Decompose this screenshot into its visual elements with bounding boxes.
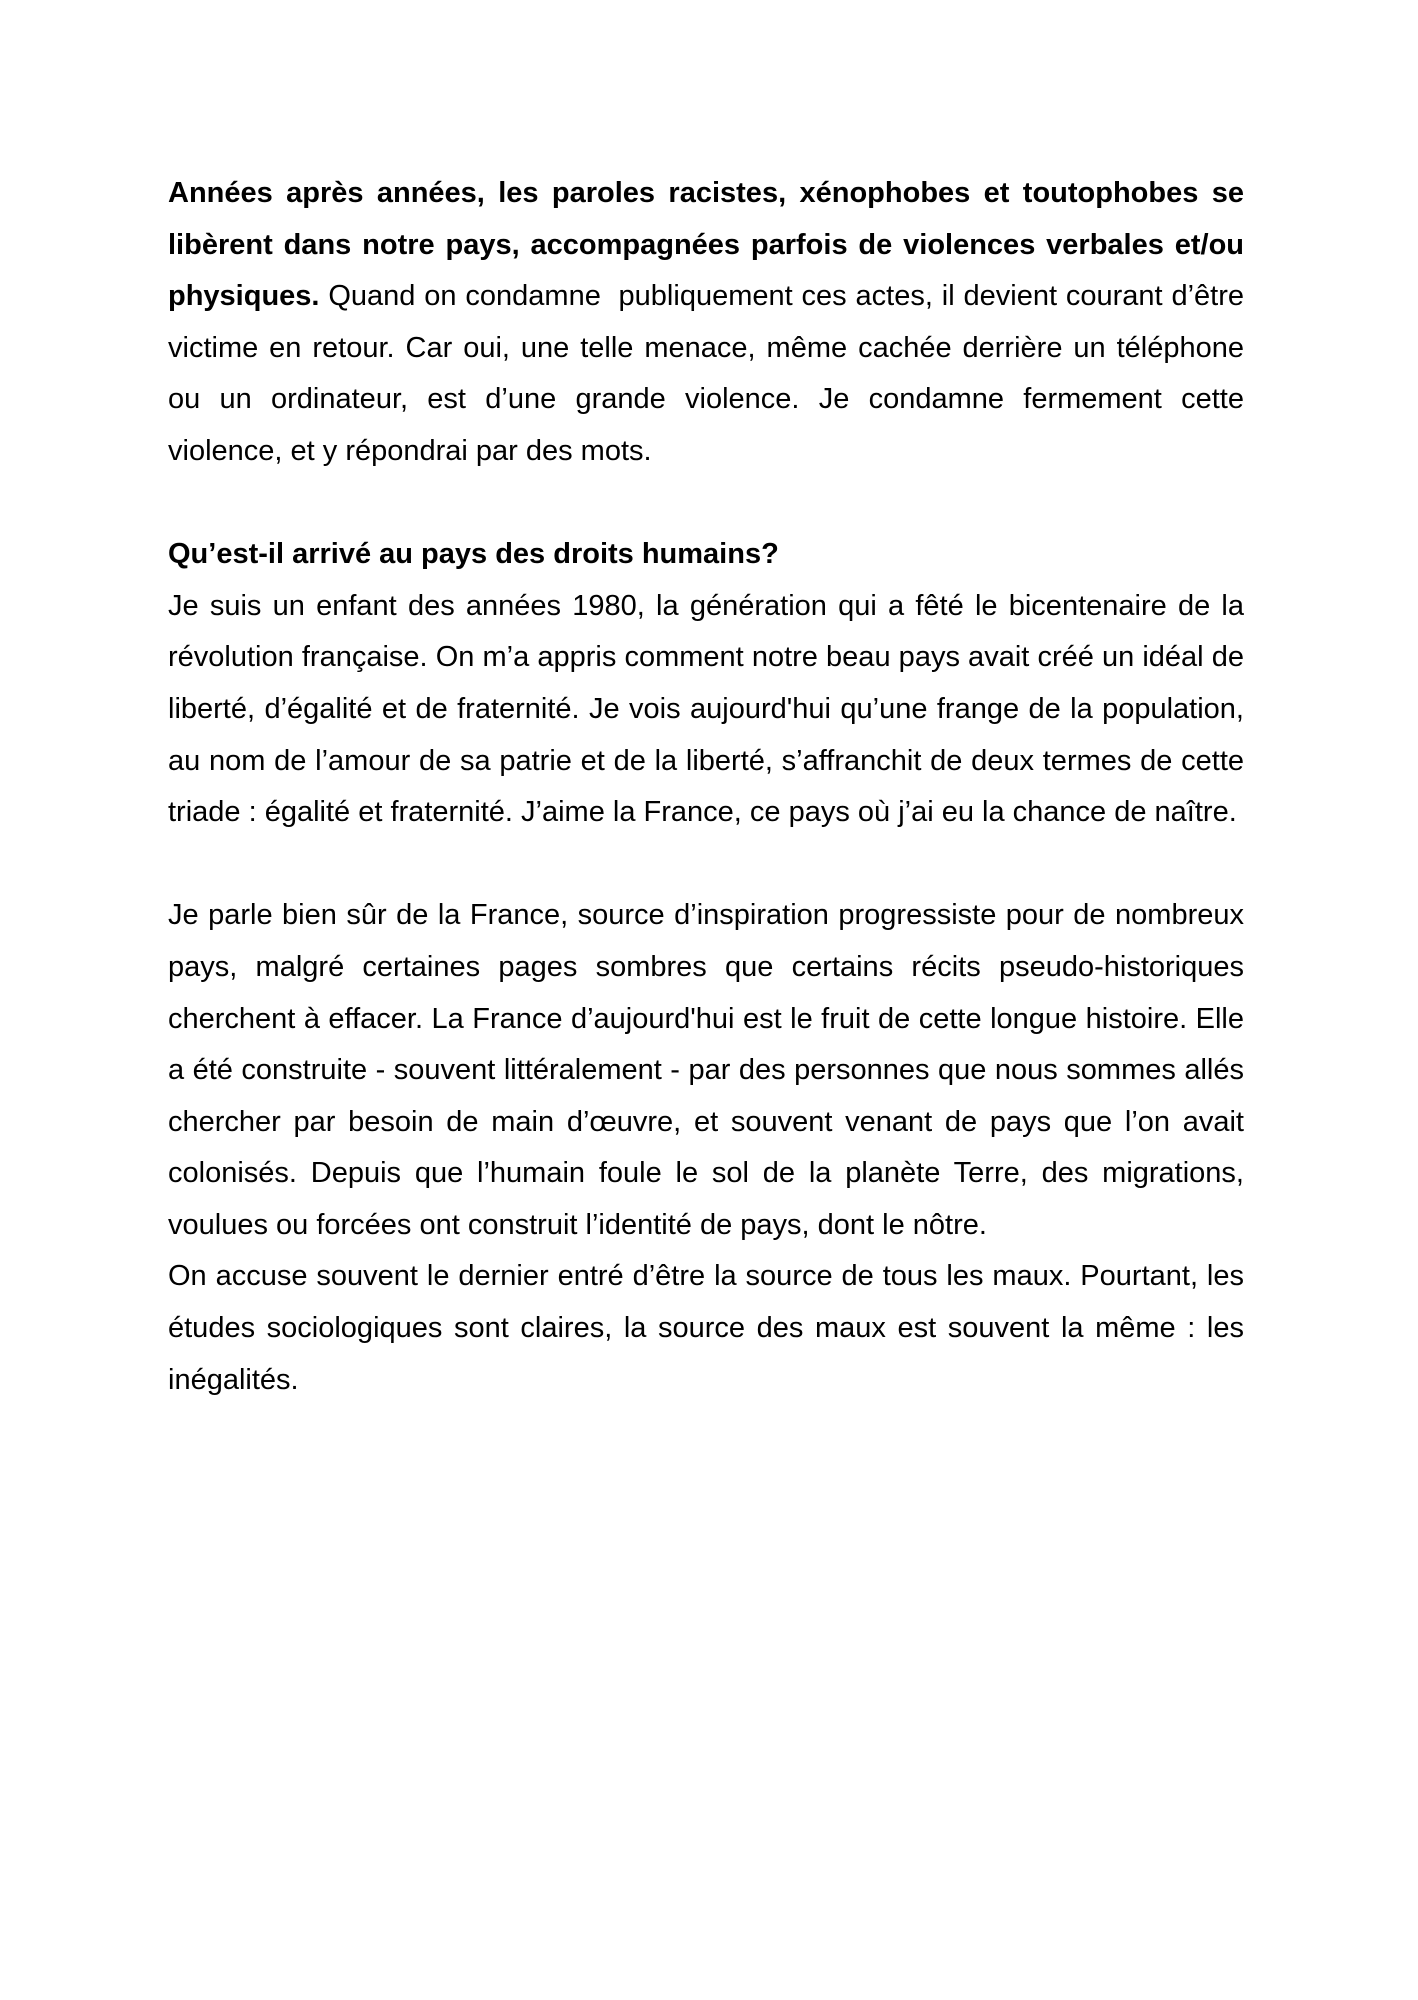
paragraph-generation: Je suis un enfant des années 1980, la génération qui a fêté le bicentenaire de la révolution française. On m’a appris comment notre beau pays avait créé un idéal de liberté, d’égalité et de fraternité. Je vois aujourd'hui qu’une frange de la population, au nom de l’amour de sa patrie et de la liberté, s’affranchit de deux termes de cette triade : égalité et fraternité. J’aime la France, ce pays où j’ai eu la chance de naître. <box>168 589 1253 829</box>
intro-bold-text: Années après années, les paroles racistes, xénophobes et toutophobes se libèrent dans notre pays, accompagnées parfois de violences verbales et/ou physiques. <box>168 177 1253 313</box>
paragraph-inequalities: On accuse souvent le dernier entré d’être la source de tous les maux. Pourtant, les études sociologiques sont claires, la source des maux est souvent la même : les inégalités. <box>168 1260 1253 1396</box>
section-heading: Qu’est-il arrivé au pays des droits humains? <box>168 538 779 571</box>
paragraph-france-history: Je parle bien sûr de la France, source d’inspiration progressiste pour de nombreux pays, malgré certaines pages sombres que certains récits pseudo-historiques cherchent à effacer. La France d’aujourd'hui est le fruit de cette longue histoire. Elle a été construite - souvent littéralement - par des personnes que nous sommes allés chercher par besoin de main d’œuvre, et souvent venant de pays que l’on avait colonisés. Depuis que l’humain foule le sol de la planète Terre, des migrations, voulues ou forcées ont construit l’identité de pays, dont le nôtre. <box>168 899 1253 1241</box>
document-text-block <box>168 168 1253 1406</box>
intro-regular-text: Quand on condamne publiquement ces actes, il devient courant d’être victime en retour. Car oui, une telle menace, même cachée derrière un téléphone ou un ordinateur, est d’une grande violence. Je condamne fermement cette violence, et y répondrai par des mots. <box>168 280 1253 467</box>
paragraph-intro <box>168 168 1253 478</box>
